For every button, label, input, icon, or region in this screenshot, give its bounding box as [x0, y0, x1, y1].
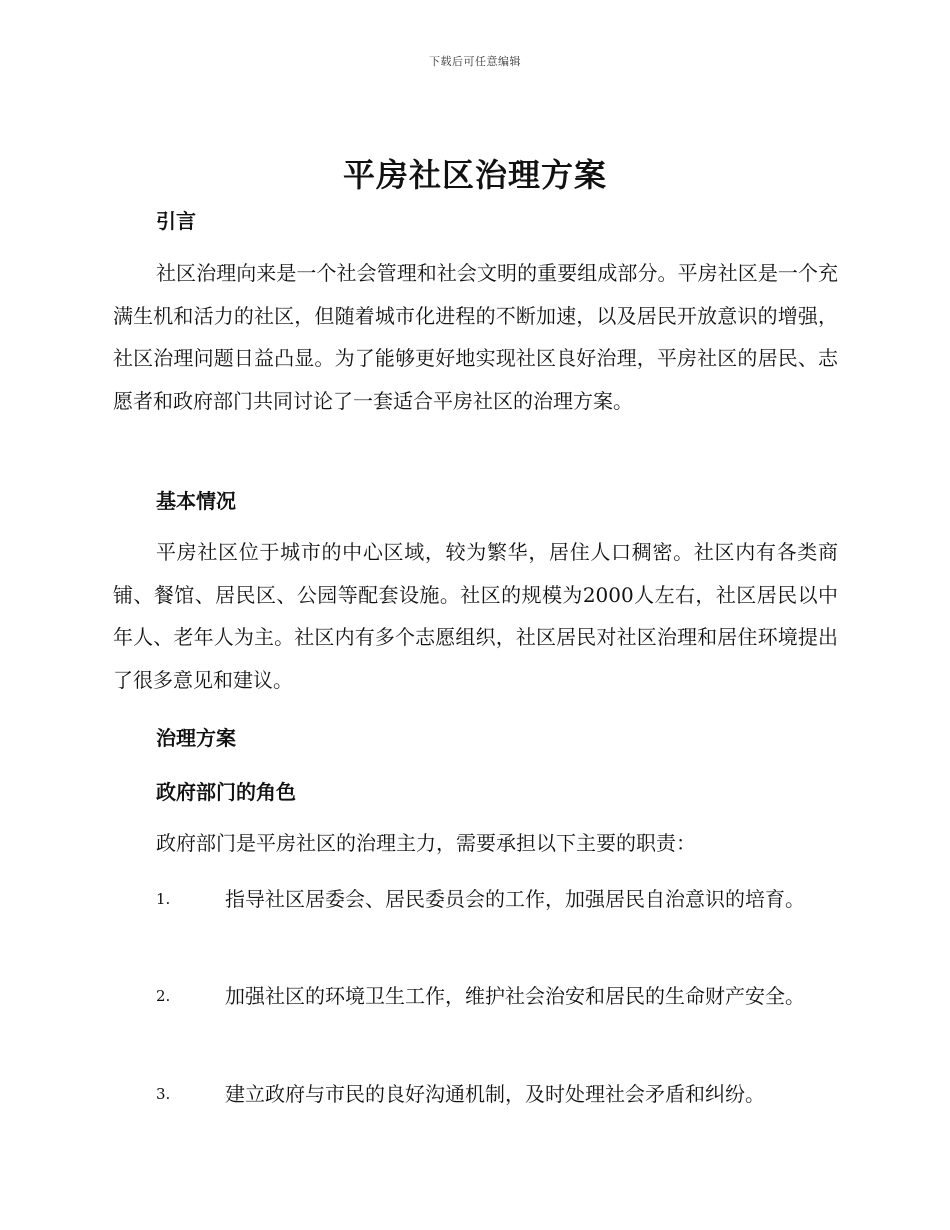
paragraph-basic: 平房社区位于城市的中心区域，较为繁华，居住人口稠密。社区内有各类商铺、餐馆、居民区、公园等配套设施。社区的规模为2000人左右，社区居民以中年人、老年人为主。社区内有多个志愿组织，社区居民对社区治理和居住环境提出了很多意见和建议。 — [113, 540, 838, 692]
section-heading-gov-role: 政府部门的角色 — [156, 780, 296, 804]
list-item-number: 3. — [156, 1085, 171, 1103]
paragraph-intro: 社区治理向来是一个社会管理和社会文明的重要组成部分。平房社区是一个充满生机和活力的社区，但随着城市化进程的不断加速，以及居民开放意识的增强，社区治理问题日益凸显。为了能够更好地实现社区良好治理，平房社区的居民、志愿者和政府部门共同讨论了一套适合平房社区的治理方案。 — [113, 261, 838, 413]
section-heading-plan: 治理方案 — [156, 726, 236, 750]
list-item-text: 加强社区的环境卫生工作，维护社会治安和居民的生命财产安全。 — [225, 984, 805, 1008]
section-heading-basic: 基本情况 — [156, 489, 236, 513]
section-heading-intro: 引言 — [156, 209, 196, 233]
page-title: 平房社区治理方案 — [342, 156, 607, 194]
list-item — [113, 1072, 838, 1116]
list-item — [113, 877, 838, 921]
list-item-text: 建立政府与市民的良好沟通机制，及时处理社会矛盾和纠纷。 — [225, 1082, 765, 1106]
list-item-number: 1. — [156, 890, 171, 908]
list-item — [113, 974, 838, 1018]
list-item-text: 指导社区居委会、居民委员会的工作，加强居民自治意识的培育。 — [225, 887, 805, 911]
paragraph-gov-intro: 政府部门是平房社区的治理主力，需要承担以下主要的职责： — [156, 831, 696, 855]
header-note: 下载后可任意编辑 — [429, 55, 521, 68]
list-item-number: 2. — [156, 987, 171, 1005]
